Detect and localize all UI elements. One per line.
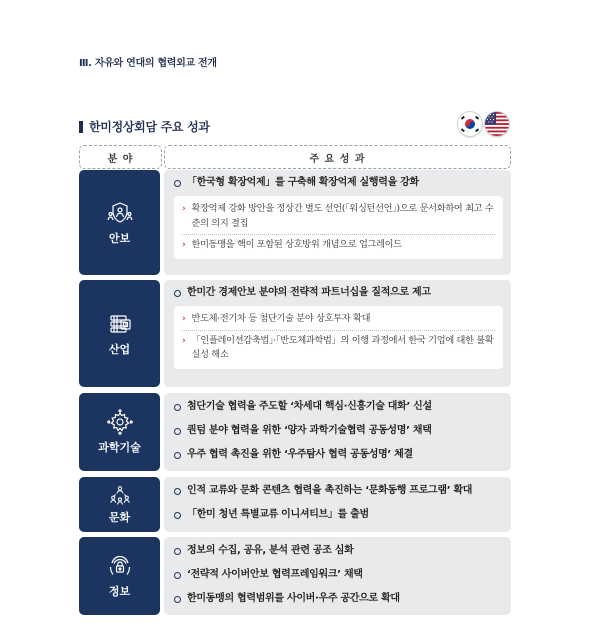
sub-item-text: 「인플레이션감축법」·「반도체과학법」의 이행 과정에서 한국 기업에 대한 불확실성 해소 [191, 334, 494, 360]
circle-bullet-icon [174, 428, 181, 435]
results-cell [164, 280, 511, 387]
chevron-right-icon: › [182, 203, 186, 214]
item-text: 우주 협력 촉진을 위한 ‘우주탐사 협력 공동성명’ 체결 [187, 449, 413, 460]
category-cell [79, 280, 160, 387]
category-label: 과학기술 [98, 441, 141, 454]
list-item [174, 176, 503, 190]
list-item [174, 400, 503, 414]
header-results: 주 요 성 과 [164, 145, 511, 169]
results-cell [164, 537, 511, 615]
sub-item-text: 반도체·전기차 등 첨단기술 분야 상호투자 확대 [191, 313, 371, 324]
chip-stack-icon [107, 311, 133, 337]
section-title [79, 118, 210, 135]
fingerprint-lock-icon [107, 553, 133, 579]
item-text: 정보의 수집, 공유, 분석 관련 공조 심화 [187, 545, 354, 556]
results-cell [164, 477, 511, 532]
table-row [79, 393, 511, 471]
item-text: 한미간 경제안보 분야의 전략적 파트너십을 질적으로 제고 [187, 287, 431, 298]
category-label: 문화 [108, 510, 131, 524]
chevron-right-icon: › [182, 313, 186, 324]
sub-item-text: 한미동맹을 핵이 포함된 상호방위 개념으로 업그레이드 [191, 239, 402, 250]
table-header [79, 145, 511, 169]
section-title-text: 한미정상회담 주요 성과 [89, 120, 210, 134]
category-cell [79, 477, 160, 532]
sub-list-item [182, 309, 495, 330]
category-label: 정보 [108, 585, 131, 598]
people-network-icon [109, 485, 131, 507]
item-text: 「한국형 확장억제」를 구축해 확장억제 실행력을 강화 [187, 177, 419, 188]
table-row [79, 477, 511, 532]
circle-bullet-icon [174, 596, 181, 603]
table-row [79, 170, 511, 275]
sub-list [174, 196, 503, 259]
circle-bullet-icon [174, 548, 181, 555]
item-text: 퀀텀 분야 협력을 위한 ‘양자 과학기술협력 공동성명’ 채택 [187, 425, 432, 436]
list-item [174, 286, 503, 300]
sub-list [174, 306, 503, 369]
list-item [174, 592, 503, 606]
sub-list-item [182, 199, 495, 234]
list-item [174, 424, 503, 438]
section-title-marker [79, 121, 83, 133]
category-cell [79, 170, 160, 275]
category-label: 산업 [108, 342, 131, 356]
list-item [174, 484, 503, 498]
circle-bullet-icon [174, 404, 181, 411]
chevron-right-icon: › [182, 334, 186, 346]
sub-list-item [182, 330, 495, 366]
table-row [79, 280, 511, 387]
results-cell [164, 393, 511, 471]
header-category: 분 야 [79, 145, 162, 169]
atom-gear-icon [107, 409, 133, 435]
chapter-heading: Ⅲ. 자유와 연대의 협력외교 전개 [79, 58, 217, 69]
list-item [174, 544, 503, 558]
results-cell [164, 170, 511, 275]
list-item [174, 508, 503, 522]
table-row [79, 537, 511, 615]
circle-bullet-icon [174, 290, 181, 297]
list-item [174, 448, 503, 462]
circle-bullet-icon [174, 452, 181, 459]
flags [458, 112, 509, 136]
circle-bullet-icon [174, 512, 181, 519]
shield-people-icon [107, 200, 133, 226]
sub-item-text: 확장억제 강화 방안을 정상간 별도 선언(「워싱턴선언」)으로 문서화하여 최고 수준의 의지 결집 [191, 203, 494, 229]
circle-bullet-icon [174, 180, 181, 187]
category-cell [79, 393, 160, 471]
category-cell [79, 537, 160, 615]
sub-list-item [182, 234, 495, 256]
circle-bullet-icon [174, 572, 181, 579]
item-text: 「한미 청년 특별교류 이니셔티브」를 출범 [187, 509, 369, 520]
item-text: 첨단기술 협력을 주도할 ‘차세대 핵심·신흥기술 대화’ 신설 [187, 401, 432, 412]
circle-bullet-icon [174, 488, 181, 495]
list-item [174, 568, 503, 582]
item-text: 인적 교류와 문화 콘텐츠 협력을 촉진하는 ‘문화동행 프로그램’ 확대 [187, 485, 473, 496]
item-text: 한미동맹의 협력범위를 사이버·우주 공간으로 확대 [187, 593, 400, 604]
item-text: ‘전략적 사이버안보 협력프레임워크’ 채택 [187, 569, 363, 580]
usa-flag-icon [485, 112, 509, 136]
korea-flag-icon [458, 112, 482, 136]
chevron-right-icon: › [182, 239, 186, 250]
category-label: 안보 [108, 231, 131, 245]
